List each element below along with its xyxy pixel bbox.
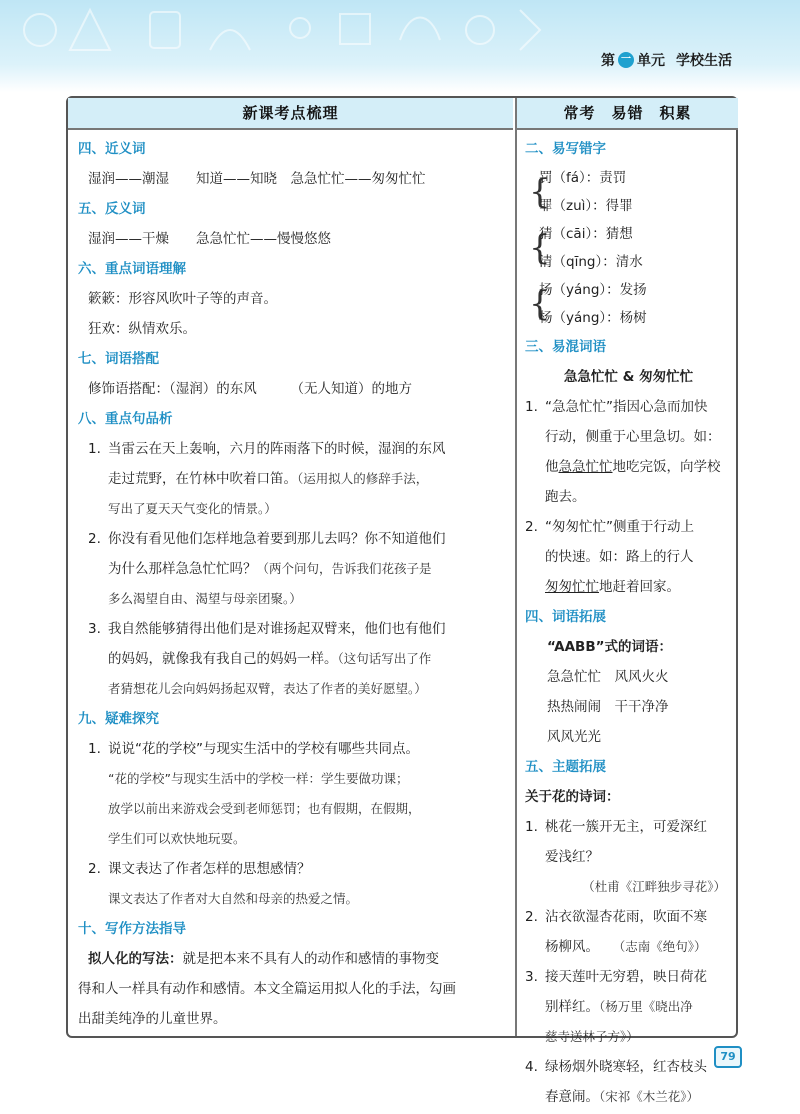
right-column-title: 常考 易错 积累 <box>517 98 738 130</box>
sentence-3-line-2 <box>78 644 501 674</box>
brace-icon: { <box>529 228 551 268</box>
section-writing-title: 十、写作方法指导 <box>78 921 186 937</box>
theme-subtitle: 关于花的诗词： <box>525 789 620 805</box>
writing-term: 拟人化的写法： <box>88 951 183 967</box>
word-extension-row-3: 风风光光 <box>547 729 601 745</box>
sentence-2-text-1: 你没有看见他们怎样地急着要到那儿去吗？你不知道他们 <box>108 531 446 547</box>
sentence-2-number: 2. <box>88 531 101 547</box>
brace-icon: { <box>529 172 551 212</box>
word-extension-row-2: 热热闹闹 干干净净 <box>547 699 669 715</box>
char-pair-3-a: 扬（yáng）：发扬 <box>539 282 647 298</box>
sentence-3-note-2: 者猜想花儿会向妈妈扬起双臂，表达了作者的美好愿望。） <box>108 681 427 696</box>
confusing-2-text-1: “匆匆忙忙”侧重于行动上 <box>545 519 694 535</box>
section-sentence-analysis-title: 八、重点句品析 <box>78 411 173 427</box>
confusing-2-line-2: 的快速。如：路上的行人 <box>545 549 694 565</box>
poem-4-text-2: 春意闹。 <box>545 1089 599 1105</box>
poem-1-source: （杜甫《江畔独步寻花》） <box>582 879 726 894</box>
char-pair-3 <box>529 276 732 332</box>
answer-1-line-2: 放学以前出来游戏会受到老师惩罚；也有假期，在假期， <box>108 801 421 816</box>
confusing-2-number: 2. <box>525 519 538 535</box>
poem-3-source-1: （杨万里《晓出净 <box>599 999 693 1014</box>
section-collocation-title: 七、词语搭配 <box>78 351 159 367</box>
page-number: 79 <box>714 1046 742 1068</box>
char-pair-1 <box>529 164 732 220</box>
char-pair-2-a: 猜（cāi）：猜想 <box>539 226 633 242</box>
sentence-3-number: 3. <box>88 621 101 637</box>
poem-2-source: （志南《绝句》） <box>619 939 707 954</box>
confusing-2-text-3b: 地赶着回家。 <box>599 579 680 595</box>
confusing-1-text-3a: 他 <box>545 459 559 475</box>
sentence-2-text-2: 为什么那样急急忙忙吗？ <box>108 561 257 577</box>
section-key-words-title: 六、重点词语理解 <box>78 261 186 277</box>
sentence-1-line-1 <box>78 434 501 464</box>
question-2-text: 课文表达了作者怎样的思想感情？ <box>108 861 311 877</box>
section-difficult-title: 九、疑难探究 <box>78 711 159 727</box>
confusing-2-line-1 <box>525 512 732 542</box>
question-1 <box>78 734 501 764</box>
poem-3-source-2: 慈寺送林子方》） <box>545 1029 639 1044</box>
key-word-1: 簌簌：形容风吹叶子等的声音。 <box>88 291 277 307</box>
confusing-subtitle: 急急忙忙 & 匆匆忙忙 <box>563 369 694 385</box>
confusing-2-line-3 <box>525 572 732 602</box>
poem-3-line-2 <box>525 992 732 1022</box>
sentence-3-line-1 <box>78 614 501 644</box>
confusing-1-line-3 <box>525 452 732 482</box>
writing-line-1 <box>78 944 501 974</box>
word-extension-subtitle: “AABB”式的词语： <box>547 639 672 655</box>
section-theme-title: 五、主题拓展 <box>525 759 606 775</box>
poem-4-source: （宋祁《木兰花》） <box>599 1089 700 1104</box>
answer-1-line-3: 学生们可以欢快地玩耍。 <box>108 831 246 846</box>
header-band <box>0 0 800 92</box>
collocation-line: 修饰语搭配：（湿润）的东风 （无人知道）的地方 <box>88 381 412 397</box>
question-1-text: 说说“花的学校”与现实生活中的学校有哪些共同点。 <box>108 741 419 757</box>
sentence-1-note-2: 写出了夏天天气变化的情景。） <box>108 501 277 516</box>
poem-2-text-2: 杨柳风。 <box>545 939 599 955</box>
key-word-2: 狂欢：纵情欢乐。 <box>88 321 196 337</box>
confusing-1-number: 1. <box>525 399 538 415</box>
sentence-2-note-1: （两个问句，告诉我们花孩子是 <box>256 561 432 576</box>
confusing-2-underlined: 匆匆忙忙 <box>545 579 599 595</box>
left-column-title: 新课考点梳理 <box>68 98 513 130</box>
sentence-1-text-2: 走过荒野，在竹林中吹着口笛。 <box>108 471 297 487</box>
answer-1-line-1: “花的学校”与现实生活中的学校一样：学生要做功课； <box>108 771 409 786</box>
sentence-1-number: 1. <box>88 441 101 457</box>
poem-1-line-2: 爱浅红？ <box>545 849 599 865</box>
char-pair-2-b: 清（qīng）：清水 <box>539 254 643 270</box>
sentence-1-line-2 <box>78 464 501 494</box>
unit-tag <box>601 50 732 70</box>
decorative-doodles-icon <box>0 0 560 80</box>
writing-line-3: 出甜美纯净的儿童世界。 <box>78 1011 227 1027</box>
poem-4-text-1: 绿杨烟外晓寒轻，红杏枝头 <box>545 1059 707 1075</box>
question-2-number: 2. <box>88 861 101 877</box>
poem-4-line-2 <box>525 1082 732 1112</box>
synonyms-line: 湿润——潮湿 知道——知晓 急急忙忙——匆匆忙忙 <box>88 171 426 187</box>
question-1-number: 1. <box>88 741 101 757</box>
question-2 <box>78 854 501 884</box>
confusing-1-line-2: 行动，侧重于心里急切。如： <box>545 429 721 445</box>
poem-4-line-1 <box>525 1052 732 1082</box>
section-confusing-title: 三、易混词语 <box>525 339 606 355</box>
unit-title: 学校生活 <box>676 53 732 69</box>
brace-icon: { <box>529 284 551 324</box>
poem-3-number: 3. <box>525 969 538 985</box>
poem-1-number: 1. <box>525 819 538 835</box>
char-pair-1-b: 罪（zuì）：得罪 <box>539 198 633 214</box>
section-antonyms-title: 五、反义词 <box>78 201 146 217</box>
poem-1-line-1 <box>525 812 732 842</box>
confusing-1-text-1: “急急忙忙”指因心急而加快 <box>545 399 708 415</box>
confusing-1-line-4: 跑去。 <box>545 489 586 505</box>
poem-3-line-1 <box>525 962 732 992</box>
section-synonyms-title: 四、近义词 <box>78 141 146 157</box>
word-extension-row-1: 急急忙忙 风风火火 <box>547 669 669 685</box>
poem-1-text-1: 桃花一簇开无主，可爱深红 <box>545 819 707 835</box>
antonyms-line: 湿润——干燥 急急忙忙——慢慢悠悠 <box>88 231 331 247</box>
sentence-3-text-1: 我自然能够猜得出他们是对谁扬起双臂来，他们也有他们 <box>108 621 446 637</box>
answer-2: 课文表达了作者对大自然和母亲的热爱之情。 <box>108 891 359 906</box>
writing-text-1: 就是把本来不具有人的动作和感情的事物变 <box>182 951 439 967</box>
char-pair-2 <box>529 220 732 276</box>
sentence-1-note-1: （运用拟人的修辞手法， <box>297 471 429 486</box>
confusing-1-line-1 <box>525 392 732 422</box>
sentence-1-text-1: 当雷云在天上轰响，六月的阵雨落下的时候，湿润的东风 <box>108 441 446 457</box>
unit-suffix: 单元 <box>637 53 665 69</box>
section-word-extension-title: 四、词语拓展 <box>525 609 606 625</box>
char-pair-3-b: 杨（yáng）：杨树 <box>539 310 647 326</box>
char-pair-1-a: 罚（fá）：责罚 <box>539 170 627 186</box>
sentence-3-note-1: （这句话写出了作 <box>337 651 432 666</box>
confusing-1-underlined: 急急忙忙 <box>558 459 613 475</box>
poem-3-text-2: 别样红。 <box>545 999 599 1015</box>
sentence-3-text-2: 的妈妈，就像我有我自己的妈妈一样。 <box>108 651 338 667</box>
poem-2-number: 2. <box>525 909 538 925</box>
poem-3-text-1: 接天莲叶无穷碧，映日荷花 <box>545 969 707 985</box>
writing-line-2: 得和人一样具有动作和感情。本文全篇运用拟人化的手法，勾画 <box>78 981 456 997</box>
sentence-2-note-2: 多么渴望自由、渴望与母亲团聚。） <box>108 591 302 606</box>
unit-number-badge: 一 <box>618 52 634 68</box>
section-typos-title: 二、易写错字 <box>525 141 606 157</box>
confusing-1-text-3b: 地吃完饭，向学校 <box>612 459 721 475</box>
poem-2-text-1: 沾衣欲湿杏花雨，吹面不寒 <box>545 909 707 925</box>
unit-prefix: 第 <box>601 53 615 69</box>
poem-2-line-2 <box>525 932 732 962</box>
poem-4-number: 4. <box>525 1059 538 1075</box>
sentence-2-line-1 <box>78 524 501 554</box>
left-column <box>68 98 513 1036</box>
sentence-2-line-2 <box>78 554 501 584</box>
poem-2-line-1 <box>525 902 732 932</box>
